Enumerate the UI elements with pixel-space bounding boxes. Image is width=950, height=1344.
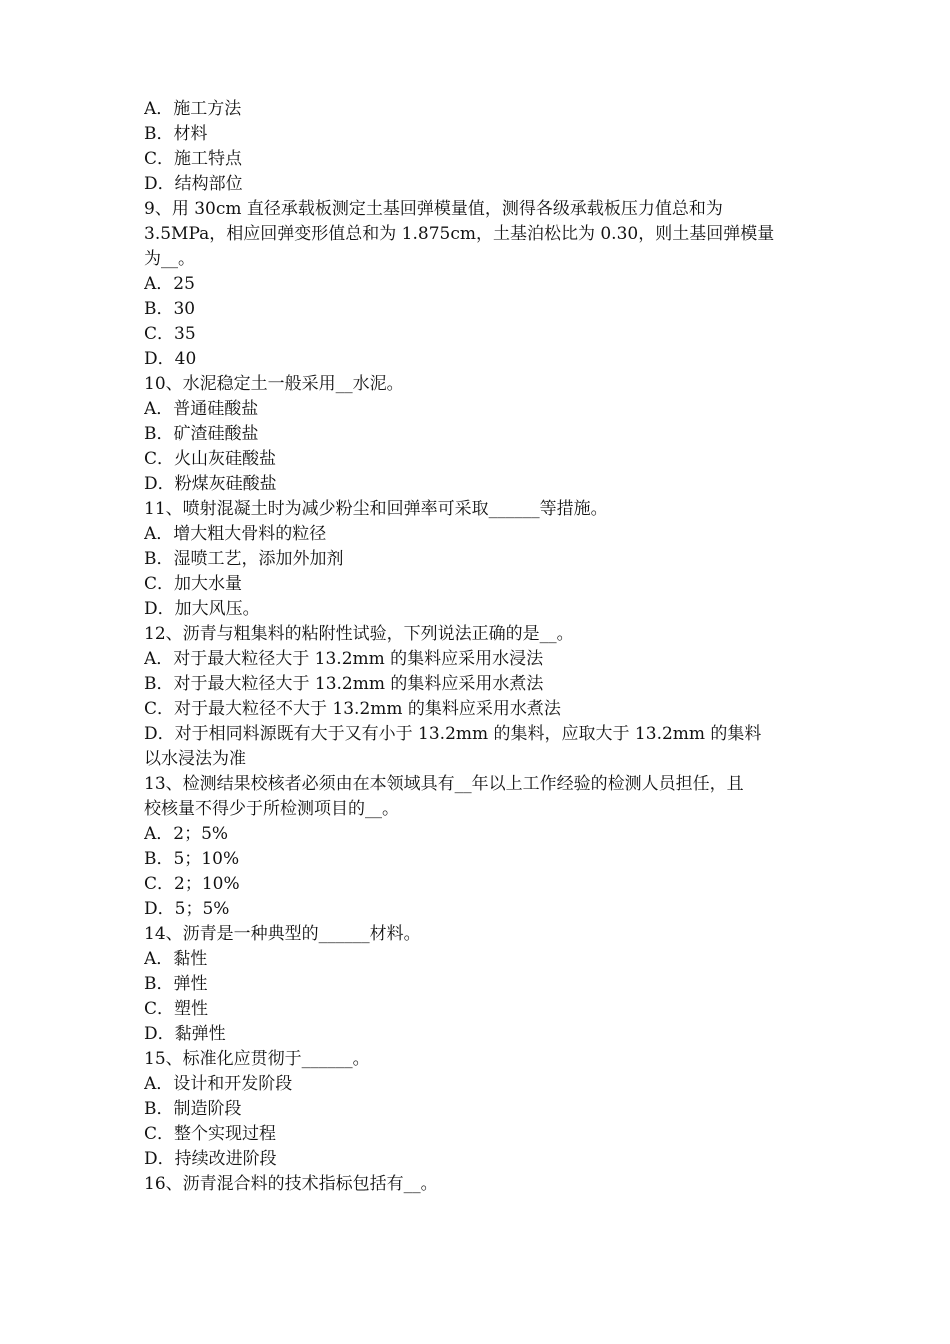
option-c: C．35 xyxy=(144,324,196,344)
option-c: C．塑性 xyxy=(144,999,209,1019)
option-d: D．40 xyxy=(144,349,197,369)
option-c: C．整个实现过程 xyxy=(144,1124,277,1144)
option-d: D．结构部位 xyxy=(144,174,243,194)
option-b: B．30 xyxy=(144,299,196,319)
question-text: 9、用 30cm 直径承载板测定土基回弹模量值，测得各级承载板压力值总和为 xyxy=(144,199,723,219)
option-b: B．制造阶段 xyxy=(144,1099,242,1119)
question-8-options xyxy=(144,97,810,197)
option-c: C．2；10% xyxy=(144,874,240,894)
option-d: D．对于相同料源既有大于又有小于 13.2mm 的集料，应取大于 13.2mm 的集料 xyxy=(144,724,762,744)
option-b: B．对于最大粒径大于 13.2mm 的集料应采用水煮法 xyxy=(144,674,544,694)
option-a: A．普通硅酸盐 xyxy=(144,399,259,419)
option-a: A．设计和开发阶段 xyxy=(144,1074,293,1094)
option-a: A．黏性 xyxy=(144,949,208,969)
option-c: C．对于最大粒径不大于 13.2mm 的集料应采用水煮法 xyxy=(144,699,561,719)
option-a: A．增大粗大骨料的粒径 xyxy=(144,524,327,544)
question-15 xyxy=(144,1047,810,1172)
option-a: A．25 xyxy=(144,274,195,294)
question-text: 11、喷射混凝土时为减少粉尘和回弹率可采取______等措施。 xyxy=(144,499,608,519)
option-b: B．弹性 xyxy=(144,974,208,994)
option-c: C．火山灰硅酸盐 xyxy=(144,449,277,469)
question-11 xyxy=(144,497,810,622)
question-text: 12、沥青与粗集料的粘附性试验，下列说法正确的是__。 xyxy=(144,624,574,644)
question-text: 校核量不得少于所检测项目的__。 xyxy=(144,799,399,819)
question-text: 15、标准化应贯彻于______。 xyxy=(144,1049,370,1069)
question-text: 3.5MPa，相应回弹变形值总和为 1.875cm，土基泊松比为 0.30，则土基回弹模量 xyxy=(144,224,775,244)
option-d-continued: 以水浸法为准 xyxy=(144,749,246,769)
question-text: 13、检测结果校核者必须由在本领域具有__年以上工作经验的检测人员担任，且 xyxy=(144,774,744,794)
question-14 xyxy=(144,922,810,1047)
option-c: C．加大水量 xyxy=(144,574,243,594)
question-10 xyxy=(144,372,810,497)
question-text: 16、沥青混合料的技术指标包括有__。 xyxy=(144,1174,438,1194)
question-12 xyxy=(144,622,810,772)
option-a: A．施工方法 xyxy=(144,99,242,119)
question-9 xyxy=(144,197,810,372)
option-a: A．2；5% xyxy=(144,824,229,844)
question-13 xyxy=(144,772,810,922)
option-a: A．对于最大粒径大于 13.2mm 的集料应采用水浸法 xyxy=(144,649,544,669)
option-b: B．材料 xyxy=(144,124,208,144)
question-text: 10、水泥稳定土一般采用__水泥。 xyxy=(144,374,404,394)
option-b: B．湿喷工艺，添加外加剂 xyxy=(144,549,344,569)
option-d: D．粉煤灰硅酸盐 xyxy=(144,474,277,494)
option-d: D．持续改进阶段 xyxy=(144,1149,277,1169)
option-d: D．黏弹性 xyxy=(144,1024,226,1044)
question-text: 为__。 xyxy=(144,249,195,269)
question-text: 14、沥青是一种典型的______材料。 xyxy=(144,924,421,944)
option-c: C．施工特点 xyxy=(144,149,243,169)
option-d: D．5；5% xyxy=(144,899,230,919)
option-d: D．加大风压。 xyxy=(144,599,260,619)
question-16 xyxy=(144,1172,810,1197)
option-b: B．5；10% xyxy=(144,849,240,869)
option-b: B．矿渣硅酸盐 xyxy=(144,424,259,444)
